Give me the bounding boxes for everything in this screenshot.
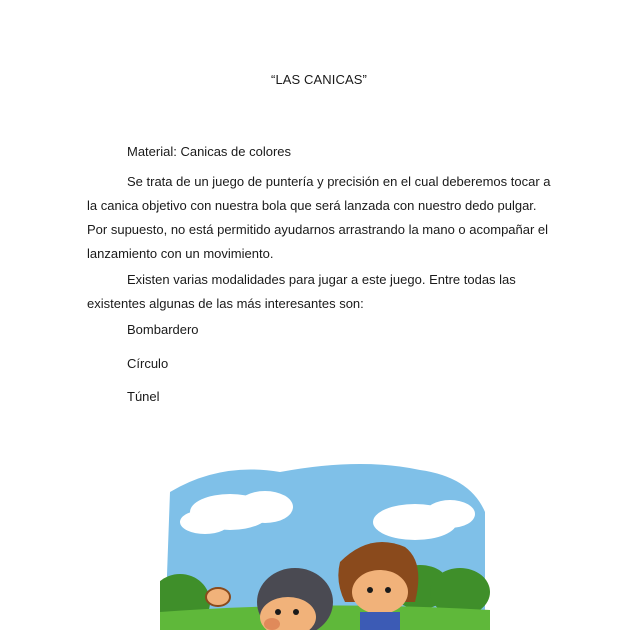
document-title: “LAS CANICAS”	[271, 72, 367, 87]
material-line: Material: Canicas de colores	[127, 144, 292, 159]
paragraph-rules: Se trata de un juego de puntería y precisión en el cual deberemos tocar a la canica objetivo con nuestra bola que será lanzada con nuestro dedo pulgar. Por supuesto, no está permitido ayudarnos arrastrando la mano o acompañar el lanzamiento con un movimiento.	[87, 174, 551, 261]
raised-shoe	[206, 588, 230, 606]
modality-item-bombardero: Bombardero	[127, 322, 199, 337]
modality-item-circulo: Círculo	[127, 356, 169, 371]
children-playing-illustration	[160, 452, 490, 630]
paragraph-modalities: Existen varias modalidades para jugar a este juego. Entre todas las existentes algunas de las más interesantes son:	[87, 272, 516, 311]
modality-item-tunel: Túnel	[127, 389, 160, 404]
